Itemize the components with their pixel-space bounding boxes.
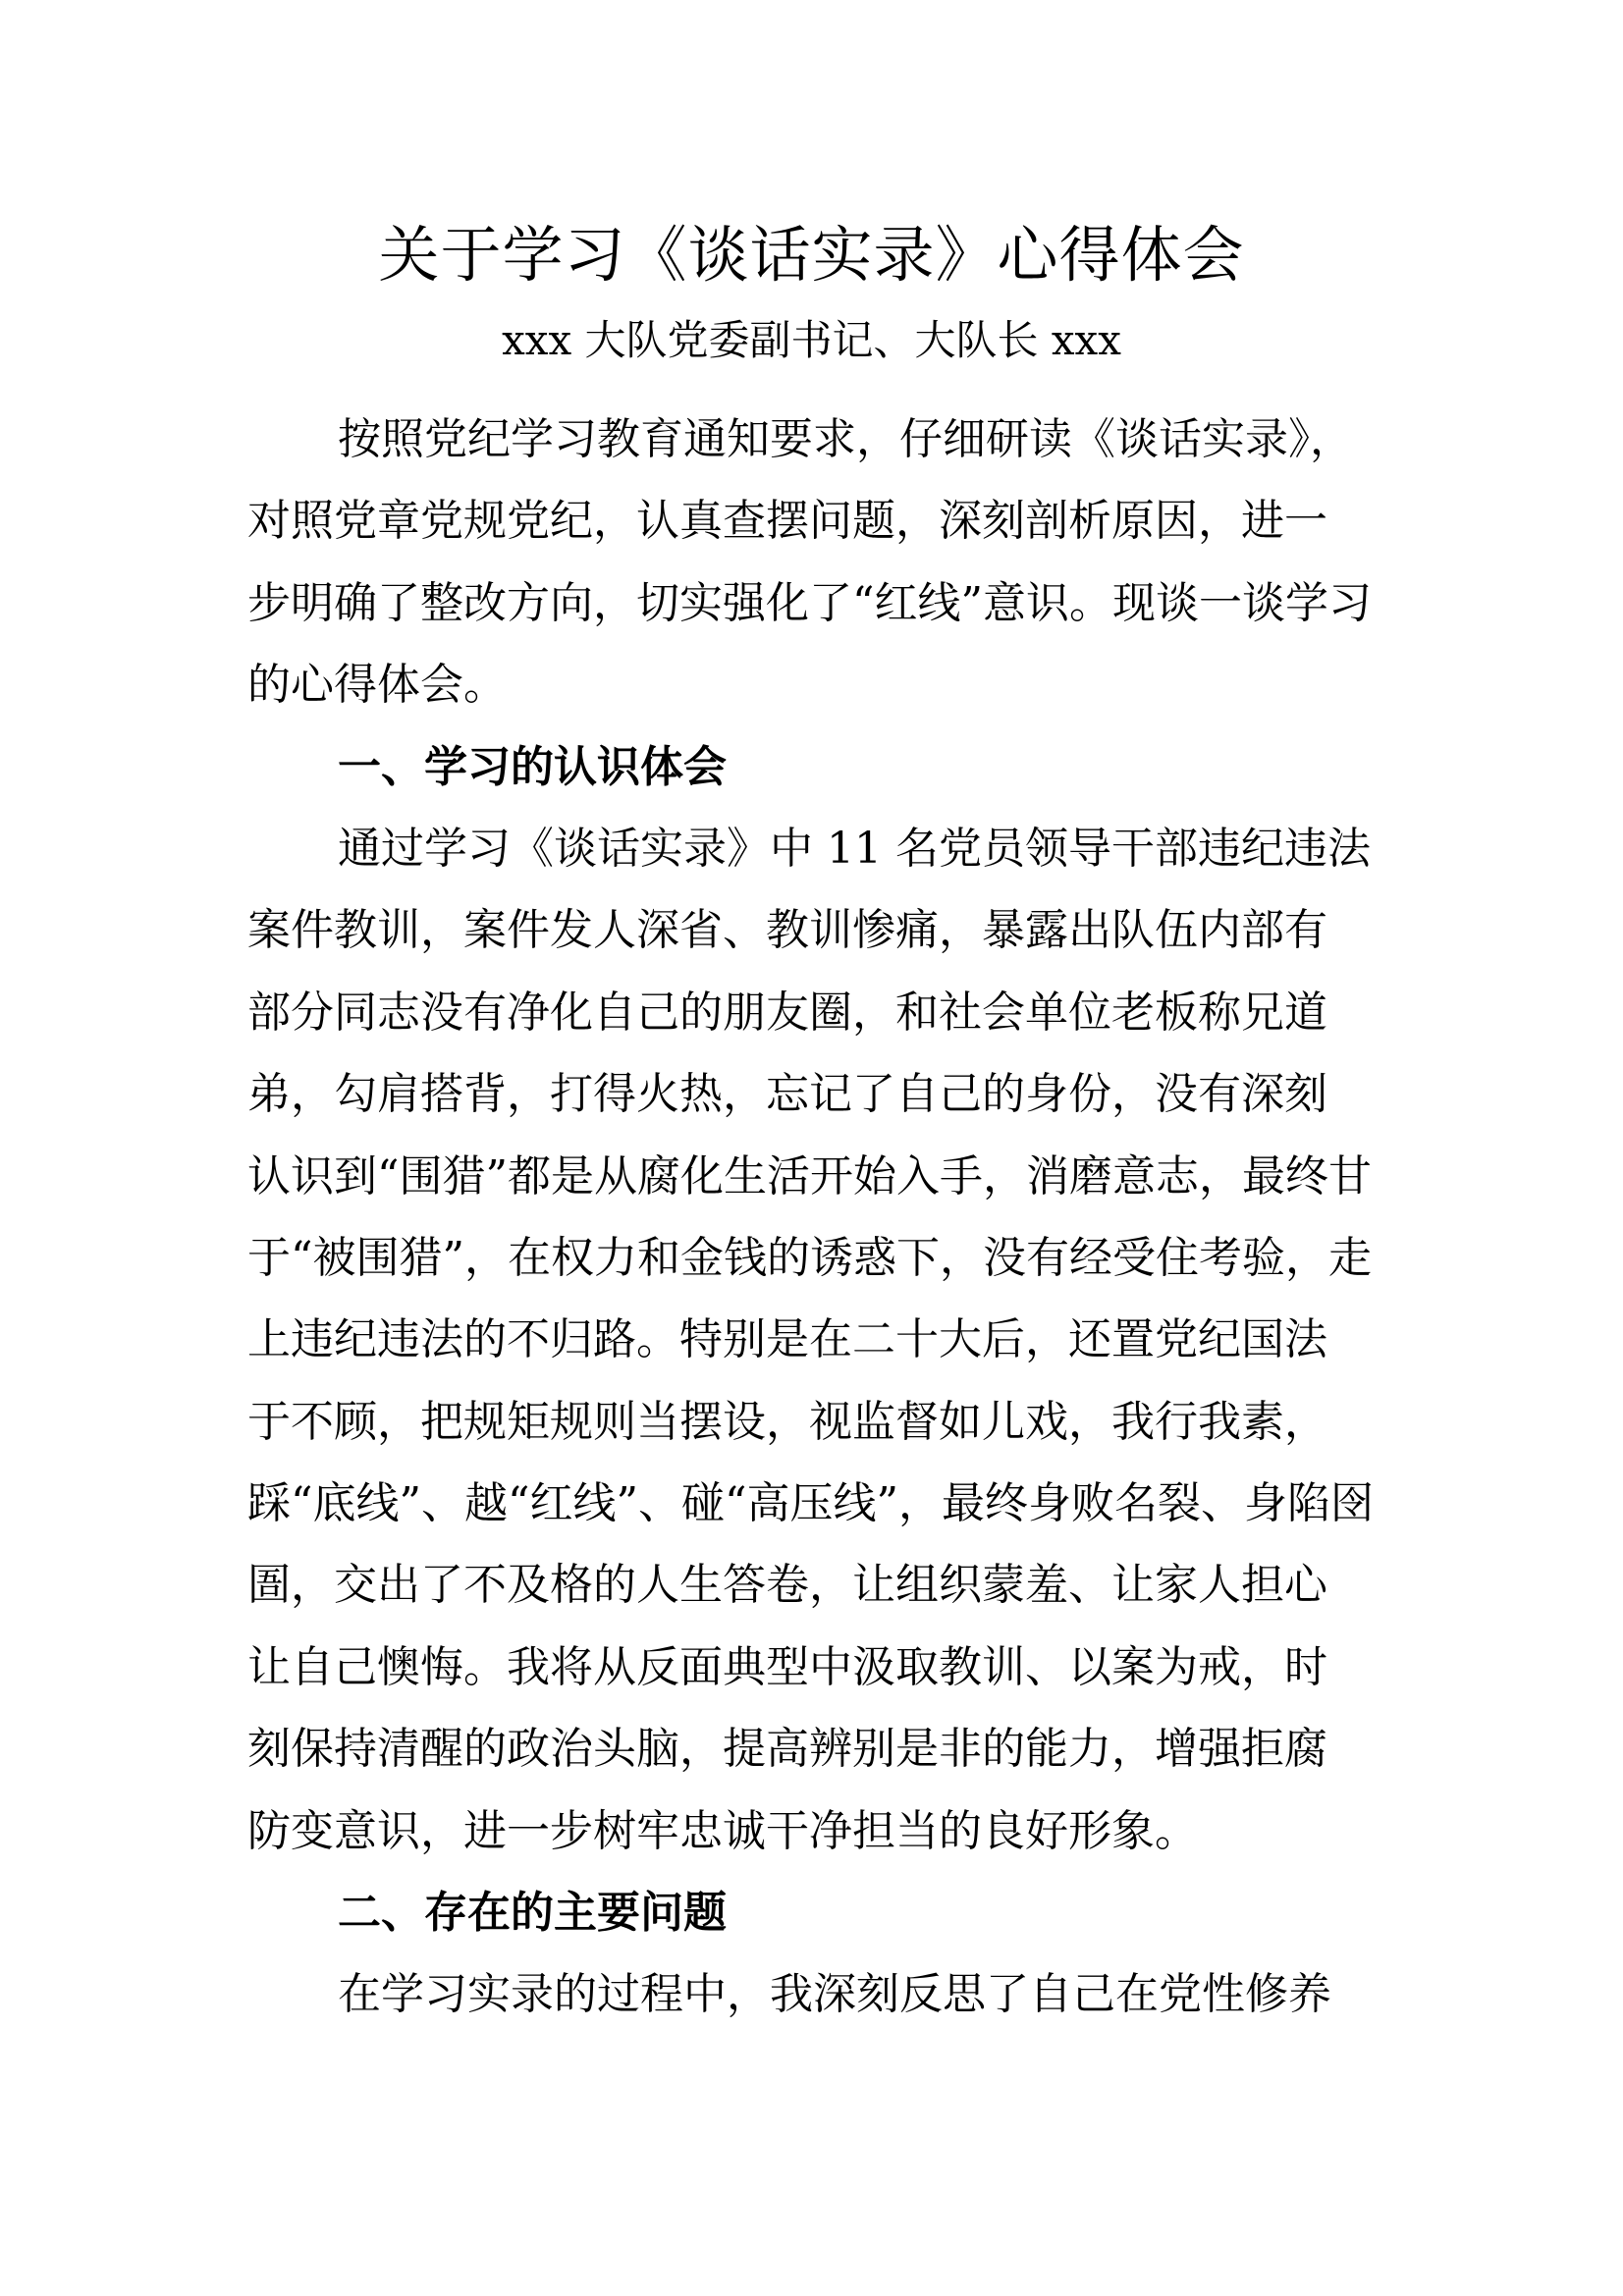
paragraph-line: 上违纪违法的不归路。特别是在二十大后，还置党纪国法: [247, 1314, 1327, 1365]
paragraph-line: 案件教训，案件发人深省、教训惨痛，暴露出队伍内部有: [247, 905, 1327, 956]
paragraph-line: 部分同志没有净化自己的朋友圈，和社会单位老板称兄道: [247, 987, 1327, 1038]
document-byline: xxx 大队党委副书记、大队长 xxx: [502, 316, 1121, 364]
paragraph-line: 于“被围猎”，在权力和金钱的诱惑下，没有经受住考验，走: [247, 1232, 1372, 1283]
paragraph-line: 通过学习《谈话实录》中 11 名党员领导干部违纪违法: [338, 823, 1371, 874]
paragraph-line: 防变意识，进一步树牢忠诚干净担当的良好形象。: [247, 1805, 1198, 1856]
section-heading-1: 一、学习的认识体会: [338, 741, 727, 792]
document-title: 关于学习《谈话实录》心得体会: [378, 219, 1245, 291]
paragraph-line: 于不顾，把规矩规则当摆设，视监督如儿戏，我行我素，: [247, 1396, 1327, 1447]
paragraph-line: 弟，勾肩搭背，打得火热，忘记了自己的身份，没有深刻: [247, 1069, 1327, 1120]
paragraph-line: 对照党章党规党纪，认真查摆问题，深刻剖析原因，进一: [247, 496, 1327, 547]
paragraph-line: 按照党纪学习教育通知要求，仔细研读《谈话实录》，: [338, 414, 1353, 464]
paragraph-line: 认识到“围猎”都是从腐化生活开始入手，消磨意志，最终甘: [247, 1150, 1372, 1201]
paragraph-line: 的心得体会。: [247, 660, 507, 711]
paragraph-line: 步明确了整改方向，切实强化了“红线”意识。现谈一谈学习: [247, 577, 1372, 628]
paragraph-line: 圄，交出了不及格的人生答卷，让组织蒙羞、让家人担心: [247, 1560, 1327, 1611]
section-heading-2: 二、存在的主要问题: [338, 1888, 727, 1939]
paragraph-line: 在学习实录的过程中，我深刻反思了自己在党性修养: [338, 1969, 1331, 2020]
paragraph-line: 刻保持清醒的政治头脑，提高辨别是非的能力，增强拒腐: [247, 1724, 1327, 1775]
paragraph-line: 踩“底线”、越“红线”、碰“高压线”，最终身败名裂、身陷囹: [247, 1478, 1374, 1529]
document-body: [247, 399, 1377, 2036]
paragraph-line: 让自己懊悔。我将从反面典型中汲取教训、以案为戒，时: [247, 1641, 1327, 1692]
